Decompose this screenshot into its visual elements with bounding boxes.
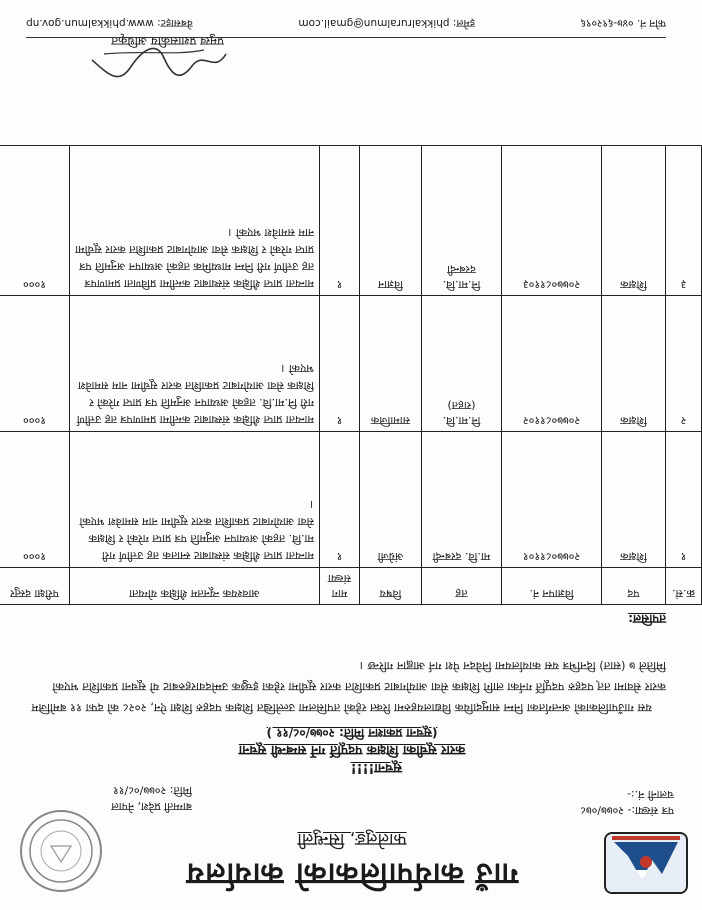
cell-fee: १००० — [0, 146, 70, 296]
cell-serial: २ — [666, 296, 702, 432]
cell-count: १ — [320, 146, 360, 296]
cell-requirement: मान्यता प्राप्त शैक्षिक संस्थाबाट स्नातक तह उत्तीर्ण गरी मा.वि. तहको अध्यापन अनुमति पत्र प्राप्त गरेको र शिक्षक सेवा आयोगबाट प्रकाशित करार सूचीमा नाम समावेश भएको । — [70, 432, 320, 568]
cell-subject: अंग्रेजी — [360, 432, 422, 568]
province-label: बाग्मती प्रदेश, नेपाल — [111, 800, 192, 813]
cell-count: १ — [320, 296, 360, 432]
column-header: परीक्षा दस्तुर — [0, 568, 70, 605]
cell-level: नि.मा.वि. दरबन्दी — [422, 146, 502, 296]
table-row — [0, 432, 702, 568]
notice-body: यस गाउँपालिकाको अन्तर्गतका निम्न सामुदायिक विद्यालयहरुमा रिक्त रहेको तपसिलमा उल्लेखित शिक्षक पदहरु शिक्षा ऐन, २०२८ को दफा ११ बमोजिम करार सेवामा तत् पदहरु पदपूर्ति गर्नका लागि शिक्षक सेवा आयोगबाट प्रकाशित करार सूचीमा रहेका इच्छुक उम्मेदवारहरुबाट यो सूचना प्रकाशित भएको मितिले ७ (सात) दिनभित्र यस कार्यालयमा निवेदन पेश गर्न आह्वान गरिन्छ । — [31, 659, 666, 715]
cell-ad-number: २०७७०८११०३ — [502, 146, 602, 296]
cell-level: मा.वि. दरबन्दी — [422, 432, 502, 568]
footer-divider — [26, 37, 666, 38]
column-header: विज्ञापन नं. — [502, 568, 602, 605]
posts-table — [0, 145, 702, 605]
table-row — [0, 296, 702, 432]
nepal-emblem-icon — [604, 832, 688, 894]
column-header: माग संख्या — [320, 568, 360, 605]
cell-fee: १००० — [0, 296, 70, 432]
column-header: तह — [422, 568, 502, 605]
cell-subject: विज्ञान — [360, 146, 422, 296]
cell-serial: ३ — [666, 146, 702, 296]
cell-ad-number: २०७७०८११०२ — [502, 296, 602, 432]
office-address: फालेलुङ, सिन्धुली — [297, 829, 407, 849]
footer — [26, 16, 666, 30]
signatory-title: प्रमुख प्रशासकीय अधिकृत — [111, 34, 224, 48]
cell-serial: १ — [666, 432, 702, 568]
dispatch-number: चलानी नं.:- — [626, 788, 674, 801]
cell-subject: सामाजिक — [360, 296, 422, 432]
cell-requirement: मान्यता प्राप्त शैक्षिक संस्थाबाट कम्तीमा प्रविणता प्रमाणपत्र तह उत्तीर्ण गरी निम्न माध्यमिक तहको अध्यापन अनुमति पत्र प्राप्त गरेको र शिक्षक सेवा आयोगबाट प्रकाशित करार सूचीमा नाम समावेश भएको । — [70, 146, 320, 296]
footer-website[interactable]: वेबसाइट: www.phikkalmun.gov.np — [26, 17, 193, 29]
cell-post: शिक्षक — [602, 296, 666, 432]
column-header: क्र.सं. — [666, 568, 702, 605]
table-header-row — [0, 568, 702, 605]
notice-title: करार सूचीका शिक्षक पदपूर्ति गर्ने सम्बन्धी सूचना — [238, 742, 466, 757]
office-seal-icon — [20, 810, 102, 892]
cell-count: १ — [320, 432, 360, 568]
cell-post: शिक्षक — [602, 432, 666, 568]
notice-label: सूचना!!!! — [350, 760, 402, 775]
office-title: गाउँ कार्यपालिकाको कार्यालय — [185, 856, 519, 891]
column-header: विषय — [360, 568, 422, 605]
column-header: पद — [602, 568, 666, 605]
cell-fee: १००० — [0, 432, 70, 568]
details-label: तपसिल: — [628, 612, 666, 626]
footer-email[interactable]: इमेल: phikkalruralmun@gmail.com — [298, 17, 475, 29]
table-row — [0, 146, 702, 296]
cell-ad-number: २०७७०८११०१ — [502, 432, 602, 568]
column-header: आवश्यक न्यूनतम शैक्षिक योग्यता — [70, 568, 320, 605]
reference-number: पत्र संख्या:- २०७७/०७८ — [580, 804, 674, 817]
issue-date: मिति: २०७७/०८/११ — [113, 784, 192, 797]
cell-level: नि.मा.वि. (राहत) — [422, 296, 502, 432]
cell-requirement: मान्यता प्राप्त शैक्षिक संस्थाबाट कम्तीमा प्रमाणपत्र तह उत्तीर्ण गरी नि.मा.वि. तहको अध्यापन अनुमति पत्र प्राप्त गरेको र शिक्षक सेवा आयोगबाट प्रकाशित करार सूचीमा नाम समावेश भएको । — [70, 296, 320, 432]
footer-phone: फोन नं. ०४७-६९२०९६ — [580, 17, 666, 29]
cell-post: शिक्षक — [602, 146, 666, 296]
notice-publication-date: (सूचना प्रकाशन मिति: २०७७/०८/११ ) — [266, 726, 438, 740]
